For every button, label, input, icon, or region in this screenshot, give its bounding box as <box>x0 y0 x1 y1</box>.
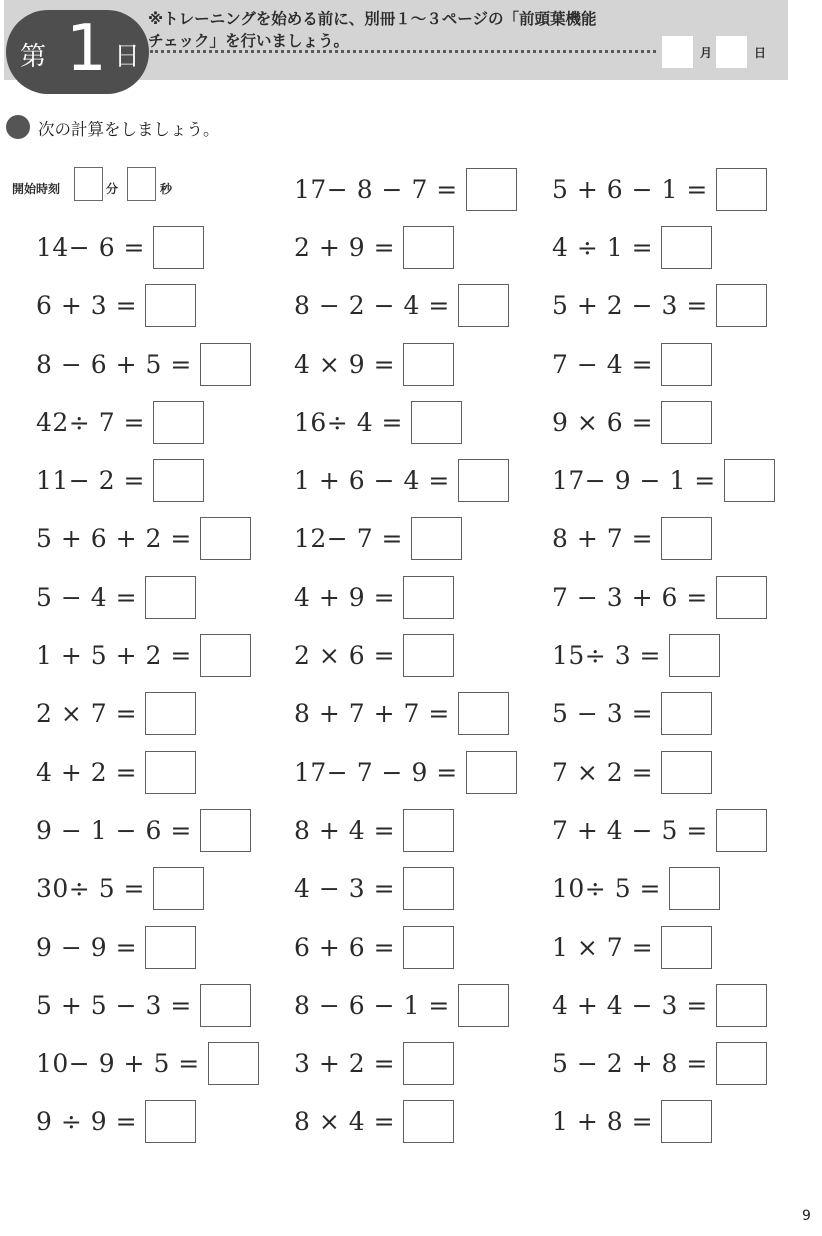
problem-row <box>294 1034 517 1092</box>
problem-row <box>552 801 775 859</box>
problem-row <box>552 335 775 393</box>
problem-expression: 8 + 4 = <box>294 815 396 845</box>
problem-row <box>36 743 259 801</box>
problem-row <box>36 1034 259 1092</box>
answer-box[interactable] <box>403 926 454 969</box>
problem-expression: 1 × 7 = <box>552 932 654 962</box>
problem-expression: 10÷ 5 = <box>552 874 662 904</box>
problem-expression: 3 + 2 = <box>294 1049 396 1079</box>
answer-box[interactable] <box>200 809 251 852</box>
month-input[interactable] <box>662 36 693 68</box>
month-label: 月 <box>700 46 713 60</box>
answer-box[interactable] <box>716 984 767 1027</box>
answer-box[interactable] <box>200 343 251 386</box>
answer-box[interactable] <box>716 1042 767 1085</box>
problem-expression: 16÷ 4 = <box>294 407 404 437</box>
problem-row <box>36 685 259 743</box>
problem-row <box>294 626 517 684</box>
problem-row <box>36 277 259 335</box>
answer-box[interactable] <box>200 517 251 560</box>
problem-expression: 5 + 5 − 3 = <box>36 990 192 1020</box>
problem-row <box>552 277 775 335</box>
problem-row <box>36 801 259 859</box>
problem-expression: 14− 6 = <box>36 232 146 262</box>
problem-row <box>294 801 517 859</box>
answer-box[interactable] <box>411 401 462 444</box>
problem-row <box>552 860 775 918</box>
problem-expression: 17− 7 − 9 = <box>294 757 458 787</box>
instruction-text: 次の計算をしましょう。 <box>38 120 220 139</box>
problem-row <box>294 685 517 743</box>
problem-expression: 7 × 2 = <box>552 757 654 787</box>
problem-expression: 1 + 6 − 4 = <box>294 466 450 496</box>
problem-row <box>294 860 517 918</box>
answer-box[interactable] <box>466 168 517 211</box>
problem-expression: 5 − 3 = <box>552 699 654 729</box>
answer-box[interactable] <box>669 867 720 910</box>
seconds-label: 秒 <box>160 182 173 196</box>
day-number: 1 <box>66 12 107 86</box>
notice-line-2: チェック」を行いましょう。 <box>148 32 350 50</box>
problem-row <box>552 976 775 1034</box>
problem-expression: 4 ÷ 1 = <box>552 232 654 262</box>
page-number: 9 <box>802 1208 811 1224</box>
answer-box[interactable] <box>458 984 509 1027</box>
answer-box[interactable] <box>661 226 712 269</box>
minutes-label: 分 <box>106 182 119 196</box>
problem-row <box>552 685 775 743</box>
answer-box[interactable] <box>716 168 767 211</box>
problem-row <box>552 1093 775 1151</box>
problem-row <box>552 626 775 684</box>
problem-row <box>36 976 259 1034</box>
problem-row <box>294 218 517 276</box>
problem-expression: 17− 9 − 1 = <box>552 466 716 496</box>
problem-expression: 8 − 6 − 1 = <box>294 990 450 1020</box>
problem-expression: 1 + 5 + 2 = <box>36 641 192 671</box>
problem-expression: 8 − 6 + 5 = <box>36 349 192 379</box>
problem-expression: 2 × 6 = <box>294 641 396 671</box>
dotted-divider <box>150 50 656 53</box>
problem-expression: 11− 2 = <box>36 466 146 496</box>
answer-box[interactable] <box>145 692 196 735</box>
answer-box[interactable] <box>208 1042 259 1085</box>
problem-row <box>552 568 775 626</box>
answer-box[interactable] <box>458 459 509 502</box>
problem-row <box>36 510 259 568</box>
answer-box[interactable] <box>145 1100 196 1143</box>
problem-row <box>36 335 259 393</box>
problem-expression: 6 + 6 = <box>294 932 396 962</box>
problem-expression: 9 − 9 = <box>36 932 138 962</box>
answer-box[interactable] <box>403 343 454 386</box>
day-badge <box>6 10 149 94</box>
notice-text <box>148 8 648 52</box>
problem-row <box>552 218 775 276</box>
answer-box[interactable] <box>200 984 251 1027</box>
answer-box[interactable] <box>661 1100 712 1143</box>
answer-box[interactable] <box>458 284 509 327</box>
day-prefix: 第 <box>20 42 47 72</box>
problem-expression: 12− 7 = <box>294 524 404 554</box>
problem-row <box>36 626 259 684</box>
answer-box[interactable] <box>145 926 196 969</box>
problem-expression: 5 − 4 = <box>36 582 138 612</box>
answer-box[interactable] <box>403 634 454 677</box>
problem-expression: 9 − 1 − 6 = <box>36 815 192 845</box>
problem-expression: 2 + 9 = <box>294 232 396 262</box>
answer-box[interactable] <box>153 226 204 269</box>
problem-expression: 9 ÷ 9 = <box>36 1107 138 1137</box>
answer-box[interactable] <box>716 809 767 852</box>
problem-expression: 8 × 4 = <box>294 1107 396 1137</box>
answer-box[interactable] <box>661 343 712 386</box>
answer-box[interactable] <box>661 926 712 969</box>
answer-box[interactable] <box>661 692 712 735</box>
problem-row <box>294 393 517 451</box>
problem-column-2 <box>294 160 517 1151</box>
problem-expression: 7 − 3 + 6 = <box>552 582 708 612</box>
problem-expression: 42÷ 7 = <box>36 407 146 437</box>
problem-row <box>294 568 517 626</box>
problem-expression: 15÷ 3 = <box>552 641 662 671</box>
problem-column-1 <box>36 218 259 1151</box>
answer-box[interactable] <box>661 401 712 444</box>
problem-row <box>36 918 259 976</box>
problem-row <box>294 335 517 393</box>
problem-row <box>36 393 259 451</box>
start-time-label: 開始時刻 <box>12 182 61 196</box>
problem-row <box>36 1093 259 1151</box>
answer-box[interactable] <box>153 401 204 444</box>
answer-box[interactable] <box>661 517 712 560</box>
answer-box[interactable] <box>411 517 462 560</box>
problem-row <box>294 277 517 335</box>
problem-row <box>294 510 517 568</box>
problem-expression: 4 + 4 − 3 = <box>552 990 708 1020</box>
problem-column-3 <box>552 160 775 1151</box>
answer-box[interactable] <box>403 809 454 852</box>
problem-expression: 8 + 7 + 7 = <box>294 699 450 729</box>
problem-row <box>294 160 517 218</box>
problem-expression: 8 + 7 = <box>552 524 654 554</box>
problem-expression: 5 + 2 − 3 = <box>552 291 708 321</box>
answer-box[interactable] <box>458 692 509 735</box>
answer-box[interactable] <box>403 1042 454 1085</box>
answer-box[interactable] <box>403 867 454 910</box>
problem-row <box>552 160 775 218</box>
problem-expression: 5 − 2 + 8 = <box>552 1049 708 1079</box>
problem-expression: 4 × 9 = <box>294 349 396 379</box>
answer-box[interactable] <box>661 751 712 794</box>
problem-expression: 10− 9 + 5 = <box>36 1049 200 1079</box>
problem-row <box>36 451 259 509</box>
day-label: 日 <box>754 46 767 60</box>
problem-expression: 9 × 6 = <box>552 407 654 437</box>
problem-expression: 30÷ 5 = <box>36 874 146 904</box>
problem-expression: 4 + 9 = <box>294 582 396 612</box>
start-seconds-input[interactable] <box>127 167 156 201</box>
problem-row <box>36 218 259 276</box>
answer-box[interactable] <box>145 751 196 794</box>
problem-row <box>294 743 517 801</box>
problem-row <box>294 451 517 509</box>
problem-row <box>294 976 517 1034</box>
answer-box[interactable] <box>153 867 204 910</box>
problem-row <box>294 918 517 976</box>
notice-line-1: ※トレーニングを始める前に、別冊１～３ページの「前頭葉機能 <box>148 10 597 28</box>
problem-row <box>552 451 775 509</box>
problem-row <box>36 860 259 918</box>
answer-box[interactable] <box>403 226 454 269</box>
problem-row <box>552 393 775 451</box>
problem-expression: 4 + 2 = <box>36 757 138 787</box>
problem-row <box>552 1034 775 1092</box>
problem-expression: 8 − 2 − 4 = <box>294 291 450 321</box>
problem-expression: 7 − 4 = <box>552 349 654 379</box>
answer-box[interactable] <box>403 1100 454 1143</box>
day-suffix: 日 <box>114 42 141 72</box>
answer-box[interactable] <box>466 751 517 794</box>
problem-row <box>552 510 775 568</box>
answer-box[interactable] <box>716 284 767 327</box>
answer-box[interactable] <box>145 284 196 327</box>
problem-row <box>294 1093 517 1151</box>
problem-expression: 5 + 6 − 1 = <box>552 174 708 204</box>
problem-row <box>552 918 775 976</box>
answer-box[interactable] <box>153 459 204 502</box>
problem-expression: 5 + 6 + 2 = <box>36 524 192 554</box>
problem-row <box>552 743 775 801</box>
bullet-icon <box>6 115 30 139</box>
answer-box[interactable] <box>145 576 196 619</box>
day-input[interactable] <box>716 36 747 68</box>
problem-expression: 17− 8 − 7 = <box>294 174 458 204</box>
answer-box[interactable] <box>724 459 775 502</box>
problem-row <box>36 568 259 626</box>
answer-box[interactable] <box>716 576 767 619</box>
problem-expression: 7 + 4 − 5 = <box>552 815 708 845</box>
problem-expression: 6 + 3 = <box>36 291 138 321</box>
start-minutes-input[interactable] <box>74 167 103 201</box>
problem-expression: 2 × 7 = <box>36 699 138 729</box>
problem-expression: 4 − 3 = <box>294 874 396 904</box>
answer-box[interactable] <box>403 576 454 619</box>
answer-box[interactable] <box>200 634 251 677</box>
problem-expression: 1 + 8 = <box>552 1107 654 1137</box>
answer-box[interactable] <box>669 634 720 677</box>
